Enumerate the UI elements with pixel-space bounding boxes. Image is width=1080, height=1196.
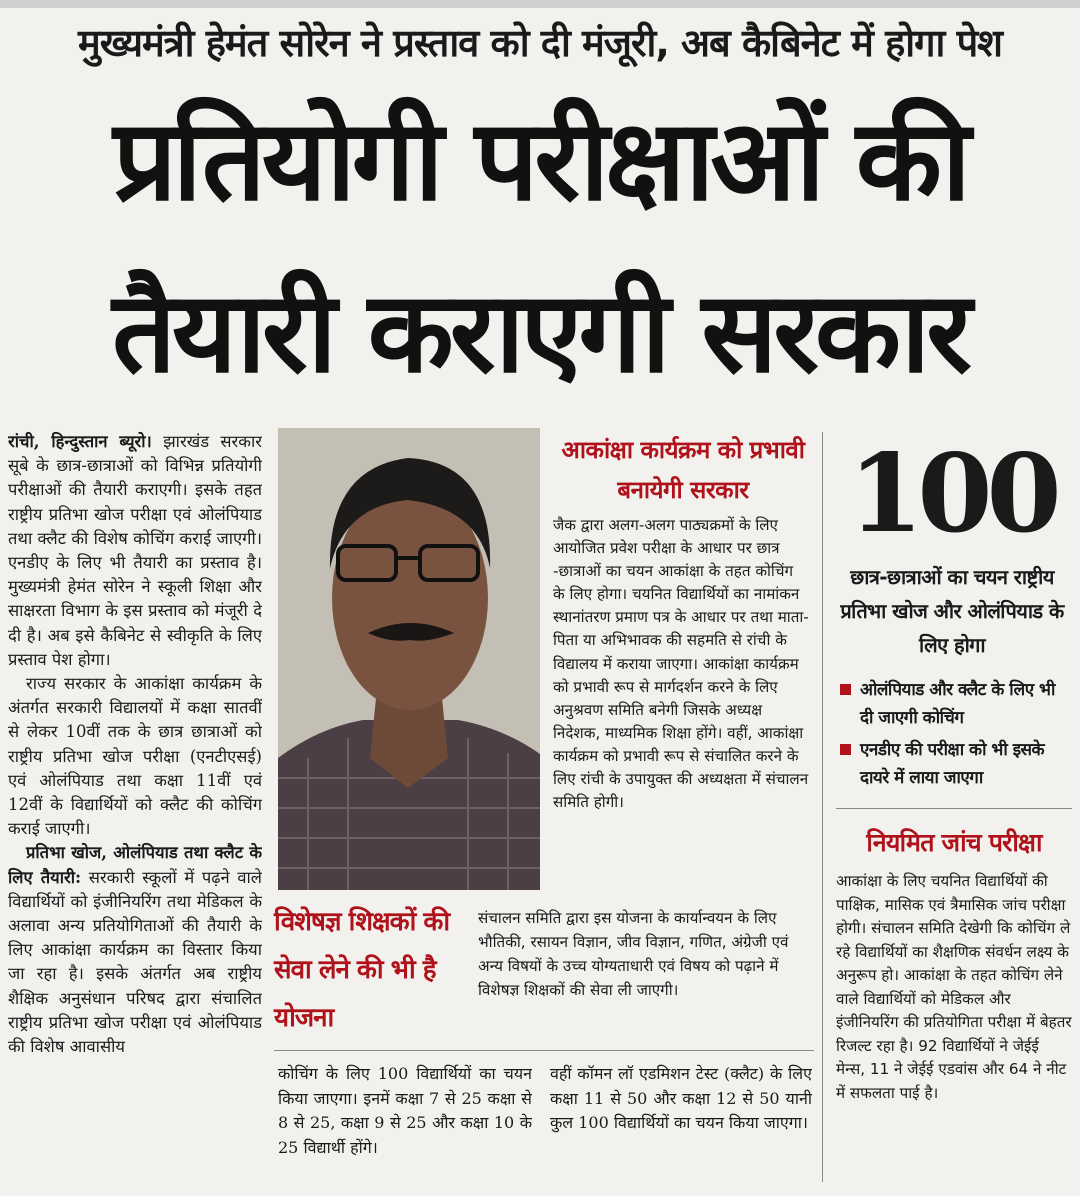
section-divider xyxy=(836,808,1072,809)
bullet-text: ओलंपियाड और क्लैट के लिए भी दी जाएगी कोचिंग xyxy=(860,680,1055,728)
article-para-2: राज्य सरकार के आकांक्षा कार्यक्रम के अंतर्गत सरकारी विद्यालयों में कक्षा सातवीं से लेकर 10वीं तक के छात्र छात्राओं को राष्ट्रीय प्रतिभा खोज परीक्षा (एनटीएसई) एवं ओलंपियाड तथा कक्षा 11वीं एवं 12वीं के विद्यार्थियों को क्लैट की कोचिंग कराई जाएगी। xyxy=(8,674,262,839)
section-heading-regular-test: नियमित जांच परीक्षा xyxy=(866,828,1042,857)
square-bullet-icon xyxy=(840,744,851,755)
portrait-photo xyxy=(278,428,540,890)
bottom-column-a: कोचिंग के लिए 100 विद्यार्थियों का चयन किया जाएगा। इनमें कक्षा 7 से 25 कक्षा से 8 से 25, कक्षा 9 से 25 और कक्षा 10 के 25 विद्यार्थी होंगे। xyxy=(278,1064,532,1157)
bullet-item xyxy=(836,676,1072,732)
column-divider xyxy=(822,432,823,1182)
kicker-headline: मुख्यमंत्री हेमंत सोरेन ने प्रस्ताव को दी मंजूरी, अब कैबिनेट में होगा पेश xyxy=(77,21,1003,65)
bullet-list xyxy=(836,676,1072,796)
dateline: रांची, हिन्दुस्तान ब्यूरो। xyxy=(8,432,152,451)
section-heading-expert-teachers: विशेषज्ञ शिक्षकों की सेवा लेने की भी है योजना xyxy=(274,907,450,1033)
article-subhead: प्रतिभा खोज, ओलंपियाड तथा क्लैट के लिए तैयारी: xyxy=(8,843,262,887)
top-strip xyxy=(0,0,1080,8)
highlight-caption: छात्र-छात्राओं का चयन राष्ट्रीय प्रतिभा खोज और ओलंपियाड के लिए होगा xyxy=(840,565,1064,657)
square-bullet-icon xyxy=(840,684,851,695)
main-headline-line1: प्रतियोगी परीक्षाओं की xyxy=(113,96,967,226)
aakanksha-body: जैक द्वारा अलग-अलग पाठ्यक्रमों के लिए आयोजित प्रवेश परीक्षा के आधार पर छात्र -छात्राओं का चयन आकांक्षा के तहत कोचिंग के लिए होगा। चयनित विद्यार्थियों का नामांकन स्थानांतरण प्रमाण पत्र के आधार पर तथा माता-पिता या अभिभावक की सहमति से रांची के विद्यालय में कराया जाएगा। आकांक्षा कार्यक्रम को प्रभावी रूप से मार्गदर्शन करने के लिए अनुश्रवण समिति बनेगी जिसके अध्यक्ष निदेशक, माध्यमिक शिक्षा होंगे। वहीं, आकांक्षा कार्यक्रम को प्रभावी रूप से संचालित करने के लिए रांची के उपायुक्त की अध्यक्षता में संचालन समिति होगी। xyxy=(553,516,809,812)
section-heading-aakanksha: आकांक्षा कार्यक्रम को प्रभावी बनायेगी सरकार xyxy=(561,436,805,504)
bullet-item xyxy=(836,736,1072,792)
article-left-column xyxy=(8,430,262,1190)
article-para-3: सरकारी स्कूलों में पढ़ने वाले विद्यार्थियों को इंजीनियरिंग तथा मेडिकल के अलावा अन्य प्रतियोगिताओं की तैयारी के लिए आकांक्षा कार्यक्रम का विस्तार किया जा रहा है। इसके अंतर्गत अब राष्ट्रीय शैक्षिक अनुसंधान परिषद द्वारा संचालित राष्ट्रीय प्रतिभा खोज परीक्षा एवं ओलंपियाड की विशेष आवासीय xyxy=(8,867,262,1057)
highlight-number: 100 xyxy=(848,431,1056,557)
section-divider xyxy=(274,1050,814,1051)
article-para-1: झारखंड सरकार सूबे के छात्र-छात्राओं को विभिन्न प्रतियोगी परीक्षाओं की तैयारी कराएगी। इसके तहत राष्ट्रीय प्रतिभा खोज परीक्षा एवं ओलंपियाड तथा क्लैट की विशेष कोचिंग कराई जाएगी। एनडीए के लिए भी तैयारी का प्रस्ताव है। मुख्यमंत्री हेमंत सोरेन ने स्कूली शिक्षा और साक्षरता विभाग के इस प्रस्ताव को मंजूरी दे दी है। अब इसे कैबिनेट से स्वीकृति के लिए प्रस्ताव पेश होगा। xyxy=(8,432,262,669)
bottom-column-b: वहीं कॉमन लॉ एडमिशन टेस्ट (क्लैट) के लिए कक्षा 11 से 50 और कक्षा 12 से 50 यानी कुल 100 विद्यार्थियों का चयन किया जाएगा। xyxy=(550,1064,812,1132)
bullet-text: एनडीए की परीक्षा को भी इसके दायरे में लाया जाएगा xyxy=(860,740,1045,788)
regular-test-body: आकांक्षा के लिए चयनित विद्यार्थियों की पाक्षिक, मासिक एवं त्रैमासिक जांच परीक्षा होगी। संचालन समिति देखेगी कि कोचिंग ले रहे विद्यार्थियों का शैक्षणिक संवर्धन लक्ष्य के अनुरूप हो। आकांक्षा के तहत कोचिंग लेने वाले विद्यार्थियों को मेडिकल और इंजीनियरिंग की प्रतियोगिता परीक्षा में बेहतर रिजल्ट रहा है। 92 विद्यार्थियों ने जेईई मेन्स, 11 ने जेईई एडवांस और 64 ने नीट में सफलता पाई है। xyxy=(836,872,1072,1102)
main-headline-line2: तैयारी कराएगी सरकार xyxy=(112,268,968,398)
expert-teachers-body: संचालन समिति द्वारा इस योजना के कार्यान्वयन के लिए भौतिकी, रसायन विज्ञान, जीव विज्ञान, गणित, अंग्रेजी एवं अन्य विषयों के उच्च योग्यताधारी एवं विषय को पढ़ाने में विशेषज्ञ शिक्षकों की सेवा ली जाएगी। xyxy=(478,909,789,999)
